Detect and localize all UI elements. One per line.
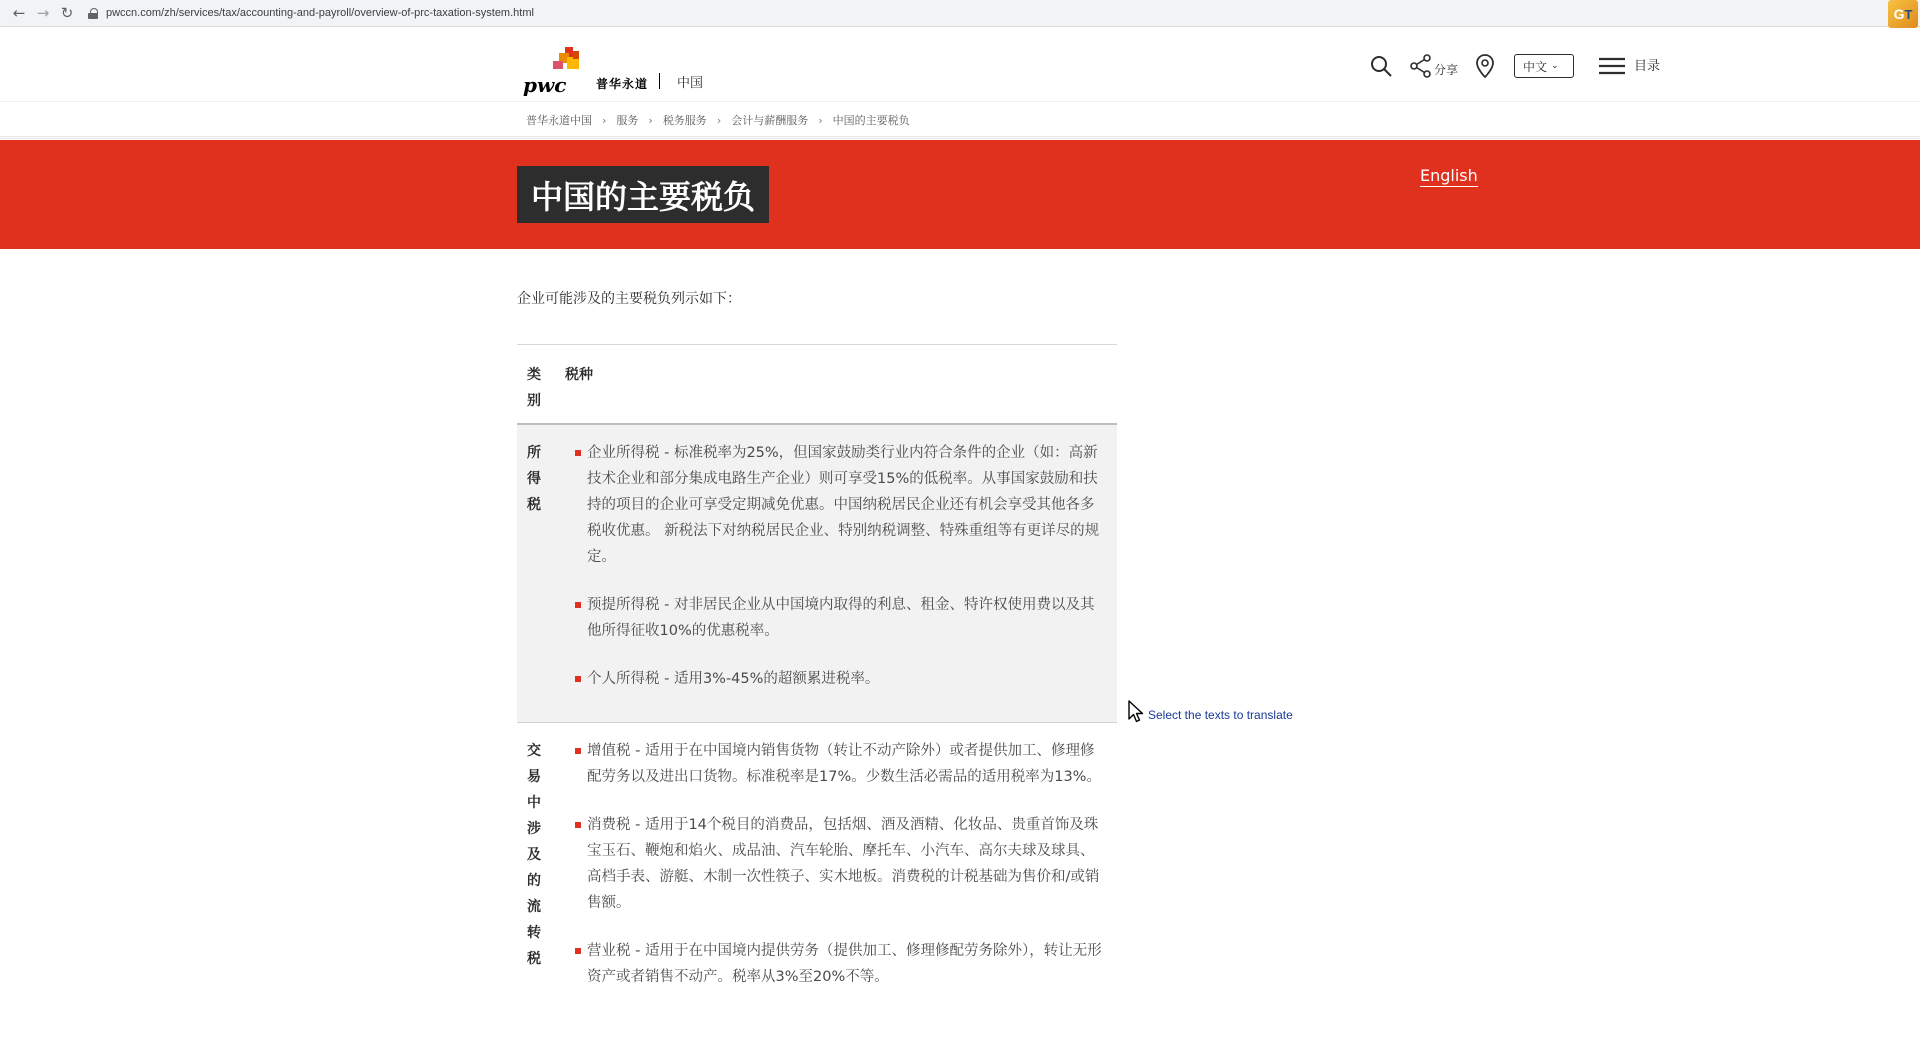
chevron-right-icon: ›: [602, 113, 607, 127]
translate-extension-icon[interactable]: G T: [1888, 0, 1918, 28]
lock-icon: [88, 8, 98, 19]
list-item: 营业税 - 适用于在中国境内提供劳务（提供加工、修理修配劳务除外），转让无形资产或者销售不动产。税率从3%至20%不等。: [575, 938, 1107, 990]
column-header-category: 类别: [527, 367, 541, 409]
logo-blocks: [553, 47, 583, 69]
divider: [0, 138, 1920, 139]
breadcrumb-item[interactable]: 税务服务: [662, 114, 707, 127]
table-row: [517, 723, 1117, 1038]
search-icon[interactable]: [1369, 54, 1393, 78]
language-select[interactable]: [1514, 54, 1574, 78]
breadcrumb-item[interactable]: 普华永道中国: [526, 114, 592, 127]
intro-text: 企业可能涉及的主要税负列示如下：: [517, 291, 741, 307]
chevron-right-icon: ›: [716, 113, 722, 127]
share-icon[interactable]: [1409, 53, 1433, 79]
brand-separator: [659, 73, 660, 89]
pwc-logo[interactable]: [523, 47, 583, 97]
logo-wordmark: pwc: [523, 73, 567, 97]
hero-title-box: [517, 166, 769, 223]
list-item: 消费税 - 适用于14个税目的消费品，包括烟、酒及酒精、化妆品、贵重首饰及珠宝玉石、鞭炮和焰火、成品油、汽车轮胎、摩托车、小汽车、高尔夫球及球具、高档手表、游艇、木制一次性筷子、实木地板。消费税的计税基础为售价和/或销售额。: [575, 812, 1107, 916]
breadcrumb-current: 中国的主要税负: [832, 114, 910, 127]
back-arrow-icon[interactable]: ←: [12, 4, 26, 22]
reload-icon[interactable]: ↻: [60, 4, 74, 22]
tax-list: [575, 738, 1107, 1012]
breadcrumb-item[interactable]: 会计与薪酬服务: [731, 114, 809, 127]
breadcrumb-item[interactable]: 服务: [616, 114, 639, 127]
mouse-pointer-icon: [1128, 700, 1146, 724]
table-row: [517, 425, 1117, 723]
list-item: 个人所得税 - 适用3%-45%的超额累进税率。: [575, 666, 1107, 692]
menu-label[interactable]: 目录: [1634, 59, 1661, 74]
english-language-link[interactable]: English: [1420, 166, 1478, 185]
region-label[interactable]: 中国: [677, 76, 704, 91]
page-title: 中国的主要税负: [531, 177, 756, 216]
column-header-taxes: 税种: [565, 367, 593, 383]
list-item: 企业所得税 - 标准税率为25%，但国家鼓励类行业内符合条件的企业（如：高新技术企业和部分集成电路生产企业）则可享受15%的低税率。从事国家鼓励和扶持的项目的企业可享受定期减免优惠。中国纳税居民企业还有机会享受其他各多税收优惠。 新税法下对纳税居民企业、特别纳税调整、特殊重组等有更详尽的规定。: [575, 440, 1107, 570]
table-header: [517, 345, 1117, 425]
list-item: 预提所得税 - 对非居民企业从中国境内取得的利息、租金、特许权使用费以及其他所得征收10%的优惠税率。: [575, 592, 1107, 644]
hero-banner: [0, 140, 1920, 249]
language-select-value: 中文: [1523, 59, 1548, 74]
browser-toolbar: [0, 0, 1920, 27]
translate-hint: Select the texts to translate: [1148, 708, 1293, 722]
tax-table: [517, 344, 1117, 1038]
row-category: 交易中涉及的流转税: [527, 743, 541, 967]
chevron-right-icon: ›: [818, 113, 823, 127]
chevron-down-icon: ⌄: [1551, 61, 1559, 71]
divider: [0, 136, 1920, 137]
forward-arrow-icon[interactable]: →: [36, 4, 50, 22]
share-label[interactable]: 分享: [1434, 63, 1459, 77]
list-item: 增值税 - 适用于在中国境内销售货物（转让不动产除外）或者提供加工、修理修配劳务以及进出口货物。标准税率是17%。少数生活必需品的适用税率为13%。: [575, 738, 1107, 790]
chevron-right-icon: ›: [648, 113, 653, 127]
breadcrumb: [526, 112, 910, 128]
tax-list: [575, 440, 1107, 714]
address-bar[interactable]: [88, 3, 534, 23]
row-category: 所得税: [527, 445, 541, 513]
url-text[interactable]: pwccn.com/zh/services/tax/accounting-and-payroll/overview-of-prc-taxation-system.html: [106, 7, 534, 19]
location-pin-icon[interactable]: [1474, 53, 1496, 79]
brand-name-cn: 普华永道: [596, 77, 649, 91]
site-header: [0, 27, 1920, 102]
hamburger-menu-icon[interactable]: [1598, 56, 1626, 76]
